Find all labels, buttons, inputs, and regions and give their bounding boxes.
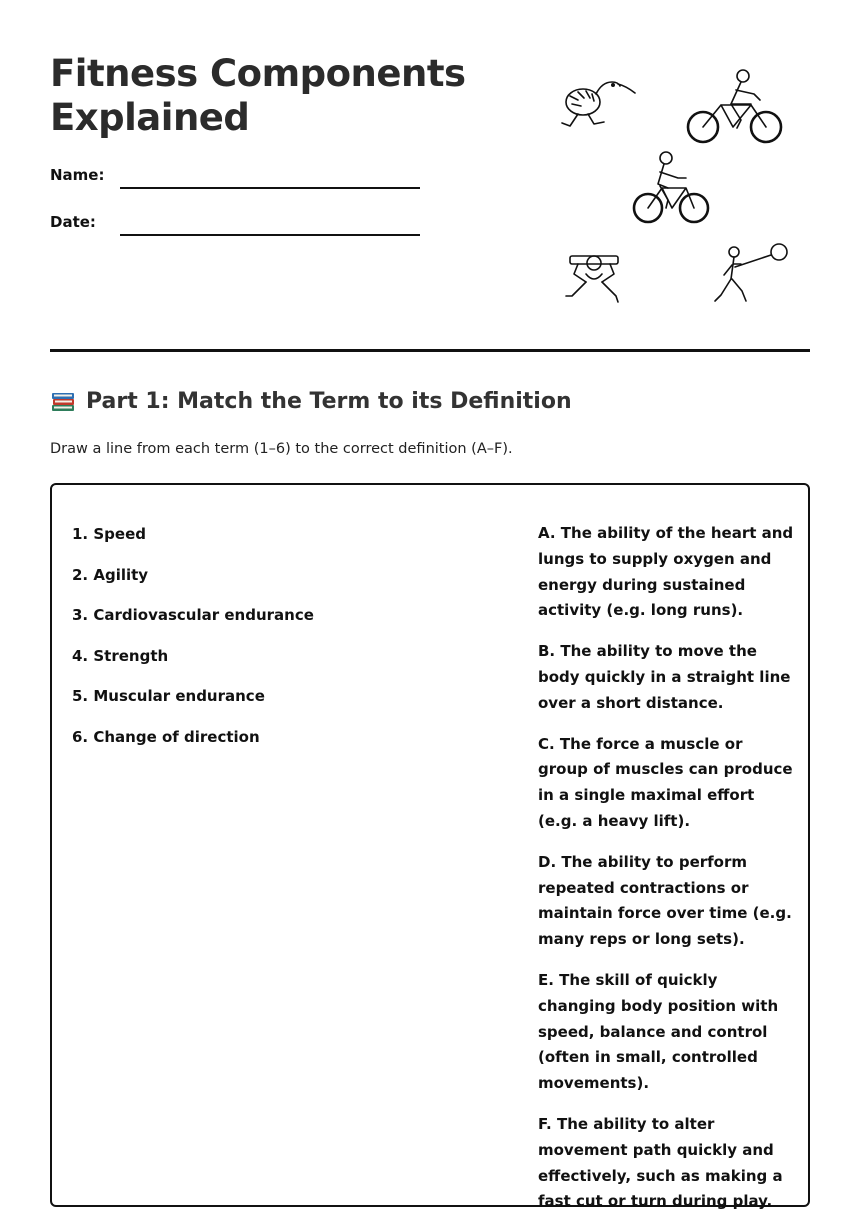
sports-illustrations [548,60,798,310]
worksheet-title [50,52,466,140]
section-divider [50,349,810,352]
date-field[interactable] [120,234,420,236]
hammer-thrower-icon [715,244,787,301]
cyclist-icon [634,152,708,222]
definition-item[interactable]: F. The ability to alter movement path quickly and effectively, such as making a fast cut or turn during play. [538,1114,783,1211]
name-field[interactable] [120,187,420,189]
definition-item[interactable]: E. The skill of quickly changing body position with speed, balance and control (often in small, controlled movements). [538,970,779,1093]
definition-item[interactable]: D. The ability to perform repeated contractions or maintain force over time (e.g. many reps or long sets). [538,852,792,949]
definitions-list [538,521,796,1230]
term-item[interactable]: 5. Muscular endurance [72,687,265,706]
terms-list [72,521,314,765]
definition-item[interactable]: A. The ability of the heart and lungs to supply oxygen and energy during sustained activity (e.g. long runs). [538,524,794,620]
name-label: Name: [50,166,105,184]
term-item[interactable]: 1. Speed [72,525,146,543]
term-item[interactable]: 3. Cardiovascular endurance [72,606,314,625]
part1-heading [50,388,572,414]
term-item[interactable]: 2. Agility [72,565,149,584]
books-icon [50,388,76,414]
date-label: Date: [50,213,96,231]
kiwi-bird-running-icon [562,82,635,126]
cyclist-icon [688,70,781,142]
part1-title: Part 1: Match the Term to its Definition [86,388,572,414]
part1-instructions: Draw a line from each term (1–6) to the correct definition (A–F). [50,441,513,457]
definition-item[interactable]: B. The ability to move the body quickly in a straight line over a short distance. [538,642,791,712]
definition-item[interactable]: C. The force a muscle or group of muscles can produce in a single maximal effort (e.g. a heavy lift). [538,734,793,830]
term-item[interactable]: 4. Strength [72,646,169,665]
weightlifter-icon [566,256,618,302]
term-item[interactable]: 6. Change of direction [72,727,260,746]
title-line-1: Fitness Components [50,52,466,95]
matching-box [50,483,810,1211]
title-line-2: Explained [50,96,250,139]
